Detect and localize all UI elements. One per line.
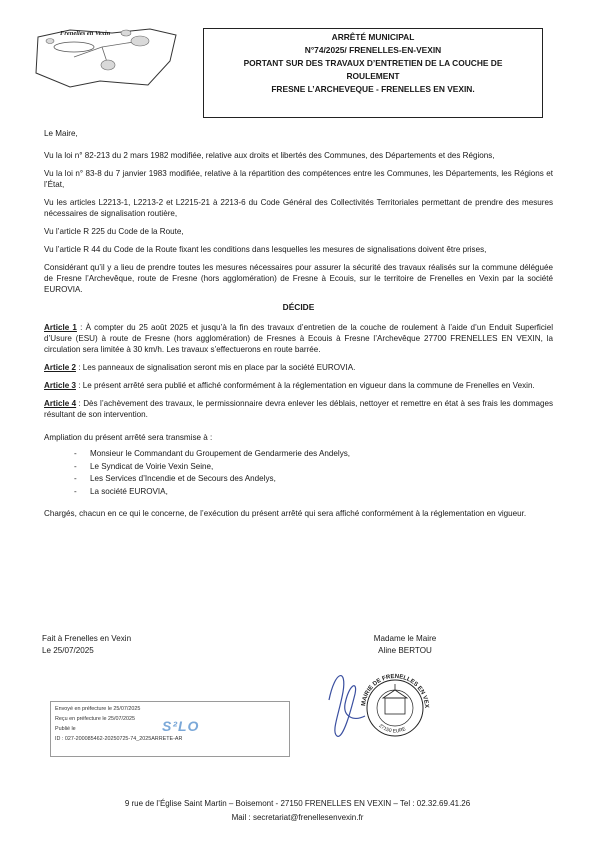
considerant: Vu la loi n° 82-213 du 2 mars 1982 modifiée, relative aux droits et libertés des Communes, des Départements et des Régions, [44, 151, 495, 160]
article [44, 362, 553, 373]
considerant: Vu l’article R 225 du Code de la Route, [44, 227, 184, 236]
list-item: - Monsieur le Commandant du Groupement de Gendarmerie des Andelys, [74, 448, 553, 461]
footer-address: 9 rue de l’Église Saint Martin – Boisemont - 27150 FRENELLES EN VEXIN – Tel : 02.32.69.41.26 [124, 799, 471, 808]
article-text: : Dès l’achèvement des travaux, le permissionnaire devra enlever les déblais, nettoyer et remettre en état à ses frais les dommages résultant de son intervention. [44, 399, 553, 419]
considerant: Considérant qu’il y a lieu de prendre toutes les mesures nécessaires pour assurer la sécurité des travaux réalisés sur la commune déléguée de Fresne l’Archevêque, route de Fresne (hors agglomération) de Fresne à Ecouis, sur le territoire de Frenelles en Vexin par la société EUROVIA. [44, 263, 553, 294]
article [44, 322, 553, 355]
title-line: PORTANT SUR DES TRAVAUX D’ENTRETIEN DE LA COUCHE DE [243, 58, 503, 68]
list-item: - La société EUROVIA, [74, 486, 553, 499]
signatory-role: Madame le Maire [373, 634, 437, 643]
considerant: Vu la loi n° 83-8 du 7 janvier 1983 modifiée, relative à la répartition des compétences entre les Communes, les Départements, les Régions et l’État, [44, 169, 553, 189]
decide-heading: DÉCIDE [282, 302, 315, 312]
article-label: Article 3 [44, 381, 76, 390]
logo-wordmark: Frenelles en Vexin [60, 30, 111, 37]
article-label: Article 2 [44, 363, 76, 372]
article-label: Article 4 [44, 399, 77, 408]
signature-place: Fait à Frenelles en Vexin [42, 634, 132, 643]
article [44, 398, 553, 420]
list-item: - Les Services d’Incendie et de Secours des Andelys, [74, 473, 553, 486]
stamp-text-bottom: 27150 EURE [377, 723, 407, 735]
article [44, 380, 553, 391]
footer [0, 797, 595, 825]
signature-stamp [325, 660, 455, 740]
footer-mail: Mail : secretariat@frenellesenvexin.fr [231, 813, 364, 822]
article-label: Article 1 [44, 323, 77, 332]
opening: Le Maire, [44, 129, 78, 138]
signature-date: Le 25/07/2025 [42, 646, 94, 655]
list-item: - Le Syndicat de Voirie Vexin Seine, [74, 461, 553, 474]
article-text: : À compter du 25 août 2025 et jusqu’à la fin des travaux d’entretien de la couche de roulement à l’aide d’un Enduit Superficiel d’Usure (ESU) à route de Fresne (hors agglomération) de Fresnes à Ecouis à Fresne l’Archevêque 27700 FRENELLES EN VEXIN, la circulation sera limitée à 30 km/h. Les travaux s’effectuerons en route barrée. [44, 323, 553, 354]
stamp-text-top: MAIRIE DE FRENELLES EN VEX [360, 673, 430, 709]
receipt-line: Envoyé en préfecture le 25/07/2025 [55, 706, 141, 712]
title-box [203, 28, 543, 118]
title-line: N°74/2025/ FRENELLES-EN-VEXIN [304, 45, 442, 55]
receipt-line: Reçu en préfecture le 25/07/2025 [55, 716, 136, 722]
closing: Chargés, chacun en ce qui le concerne, de l’exécution du présent arrêté qui sera affiché conformément à la réglementation en vigueur. [44, 509, 527, 518]
slo-logo: S²LO [162, 718, 200, 734]
handwritten-signature [329, 676, 365, 737]
considerant: Vu les articles L2213-1, L2213-2 et L2215-21 à 2213-6 du Code Général des Collectivités Territoriales permettant de prendre des mesures nécessaires de signalisation routière, [44, 198, 553, 218]
receipt-line: Publié le [55, 726, 76, 732]
ampliation-intro: Ampliation du présent arrêté sera transmise à : [44, 433, 213, 442]
receipt-line: ID : 027-200085462-20250725-74_2025ARRETE-AR [55, 736, 183, 742]
signatory-name: Aline BERTOU [378, 646, 432, 655]
title-line: FRESNE L’ARCHEVEQUE - FRENELLES EN VEXIN. [271, 84, 475, 94]
considerant: Vu l’article R 44 du Code de la Route fixant les conditions dans lesquelles les mesures de signalisations doivent être prises, [44, 245, 487, 254]
article-text: : Les panneaux de signalisation seront mis en place par la société EUROVIA. [75, 363, 356, 372]
title-line: ARRÊTÉ MUNICIPAL [331, 32, 415, 42]
signatory [355, 633, 455, 657]
document-body [44, 128, 553, 526]
title-line: ROULEMENT [346, 71, 400, 81]
article-text: : Le présent arrêté sera publié et affiché conformément à la réglementation en vigueur dans la commune de Frenelles en Vexin. [75, 381, 535, 390]
signature-place-date [42, 633, 131, 657]
recipient-list [74, 448, 553, 498]
municipal-logo [30, 27, 180, 89]
